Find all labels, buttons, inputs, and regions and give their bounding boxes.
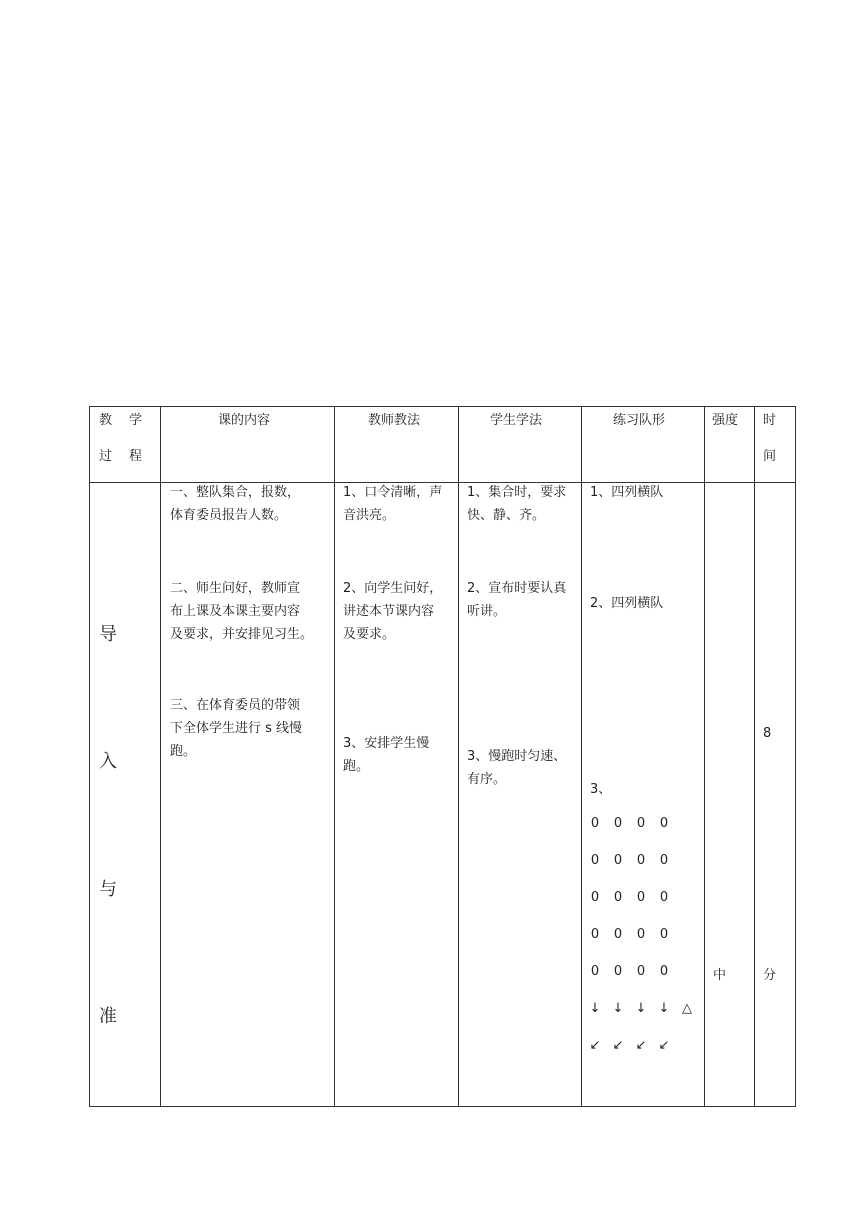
- formation-marker: 0: [613, 816, 623, 831]
- content-line: 及要求，并安排见习生。: [170, 627, 314, 642]
- content-line: 体育委员报告人数。: [170, 508, 288, 523]
- formation-arrow: ↙: [635, 1038, 647, 1053]
- formation-marker: 0: [636, 964, 646, 979]
- formation-arrow: ↓: [589, 1001, 601, 1016]
- header-time-line2: 间: [763, 449, 777, 464]
- formation-marker: 0: [659, 964, 669, 979]
- column-divider: [160, 407, 161, 1106]
- content-line: 下全体学生进行 s 线慢: [170, 721, 303, 736]
- formation-marker: 0: [659, 890, 669, 905]
- student-line: 有序。: [467, 772, 507, 787]
- formation-line: 1、四列横队: [590, 485, 664, 500]
- stage-char: 入: [99, 751, 117, 772]
- content-line: 三、在体育委员的带领: [170, 698, 301, 713]
- formation-marker: 0: [590, 853, 600, 868]
- student-line: 听讲。: [467, 604, 507, 619]
- teacher-line: 1、口令清晰，声: [343, 485, 443, 500]
- formation-marker: 0: [613, 927, 623, 942]
- formation-arrow: ↙: [589, 1038, 601, 1053]
- header-content: 课的内容: [218, 413, 271, 428]
- student-line: 2、宣布时要认真: [467, 581, 567, 596]
- header-student-method: 学生学法: [490, 413, 543, 428]
- column-divider: [458, 407, 459, 1106]
- teacher-line: 音洪亮。: [343, 508, 396, 523]
- header-teacher-method: 教师教法: [368, 413, 421, 428]
- intensity-value: 中: [713, 968, 727, 983]
- teacher-line: 讲述本节课内容: [343, 604, 435, 619]
- column-divider: [704, 407, 705, 1106]
- header-process-line2: 过 程: [99, 449, 145, 464]
- column-divider: [754, 407, 755, 1106]
- formation-marker: 0: [613, 964, 623, 979]
- lesson-plan-table: [89, 406, 796, 1107]
- formation-marker: 0: [590, 816, 600, 831]
- header-time-line1: 时: [763, 413, 777, 428]
- time-value: 8: [763, 726, 772, 741]
- formation-marker: 0: [636, 927, 646, 942]
- formation-marker: 0: [659, 816, 669, 831]
- formation-arrow: ↓: [635, 1001, 647, 1016]
- header-formation: 练习队形: [613, 413, 666, 428]
- formation-arrow: ↓: [658, 1001, 670, 1016]
- column-divider: [581, 407, 582, 1106]
- content-line: 跑。: [170, 744, 197, 759]
- teacher-line: 跑。: [343, 759, 370, 774]
- header-intensity: 强度: [712, 413, 739, 428]
- content-line: 一、整队集合，报数，: [170, 485, 301, 500]
- formation-marker: 0: [590, 927, 600, 942]
- formation-marker: 0: [659, 853, 669, 868]
- formation-marker: 0: [613, 890, 623, 905]
- stage-char: 准: [99, 1006, 117, 1027]
- formation-marker: 0: [636, 890, 646, 905]
- content-line: 二、师生问好，教师宣: [170, 581, 301, 596]
- formation-marker: 0: [590, 890, 600, 905]
- formation-arrow: ↙: [612, 1038, 624, 1053]
- formation-marker: 0: [659, 927, 669, 942]
- formation-marker: 0: [613, 853, 623, 868]
- formation-marker: 0: [636, 816, 646, 831]
- formation-line: 2、四列横队: [590, 596, 664, 611]
- teacher-line: 及要求。: [343, 627, 396, 642]
- header-process-line1: 教 学: [99, 413, 145, 428]
- stage-char: 与: [99, 879, 117, 900]
- teacher-marker: △: [682, 1001, 692, 1016]
- column-divider: [334, 407, 335, 1106]
- time-unit: 分: [763, 968, 777, 983]
- stage-char: 导: [99, 624, 117, 645]
- formation-line: 3、: [590, 782, 612, 797]
- formation-arrow: ↓: [612, 1001, 624, 1016]
- teacher-line: 3、安排学生慢: [343, 736, 430, 751]
- formation-marker: 0: [636, 853, 646, 868]
- formation-marker: 0: [590, 964, 600, 979]
- student-line: 快、静、齐。: [467, 508, 546, 523]
- student-line: 3、慢跑时匀速、: [467, 749, 567, 764]
- teacher-line: 2、向学生问好，: [343, 581, 443, 596]
- formation-arrow: ↙: [658, 1038, 670, 1053]
- content-line: 布上课及本课主要内容: [170, 604, 301, 619]
- student-line: 1、集合时，要求: [467, 485, 567, 500]
